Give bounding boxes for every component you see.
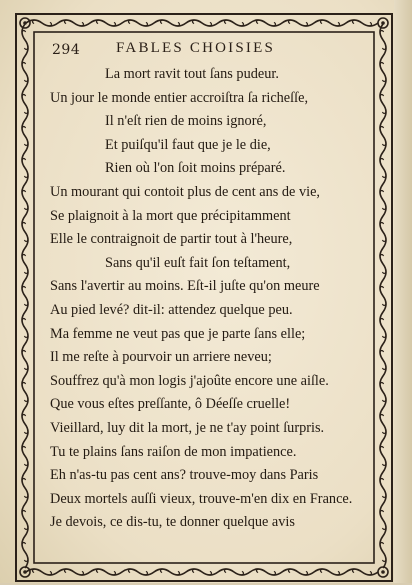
verse-line: Il me reſte à pourvoir un arriere neveu;	[50, 349, 272, 366]
page-number: 294	[52, 42, 81, 58]
verse-line: Elle le contraignoit de partir tout à l'heure,	[50, 231, 293, 248]
verse-line: Eh n'as-tu pas cent ans? trouve-moy dans Paris	[50, 467, 319, 484]
verse-line: Souffrez qu'à mon logis j'ajoûte encore une aiſle.	[50, 372, 329, 389]
verse-line: Au pied levé? dit-il: attendez quelque peu.	[50, 301, 293, 318]
verse-line: Tu te plains ſans raiſon de mon impatience.	[50, 443, 297, 460]
verse-line: Sans l'avertir au moins. Eſt-il juſte qu'on meure	[50, 278, 320, 295]
verse-line: Que vous eſtes preſſante, ô Déeſſe cruelle!	[50, 396, 291, 413]
running-head: FABLES CHOISIES	[116, 40, 275, 56]
verse-line: Un mourant qui contoit plus de cent ans de vie,	[50, 183, 320, 200]
verse-line: Et puiſqu'il faut que je le die,	[105, 136, 271, 153]
verse-line: Rien où l'on ſoit moins préparé.	[105, 160, 286, 177]
verse-line: Un jour le monde entier accroiſtra ſa richeſſe,	[50, 89, 309, 106]
verse-line: Se plaignoit à la mort que précipitamment	[50, 207, 291, 224]
verse-line: Ma femme ne veut pas que je parte ſans elle;	[50, 325, 306, 342]
verse-line: Sans qu'il euſt fait ſon teſtament,	[105, 254, 291, 271]
verse-line: La mort ravit tout ſans pudeur.	[105, 66, 279, 82]
verse-line: Je devois, ce dis-tu, te donner quelque avis	[50, 514, 295, 531]
verse-line: Il n'eſt rien de moins ignoré,	[105, 113, 267, 130]
verse-text	[50, 63, 385, 535]
verse-line: Deux mortels auſſi vieux, trouve-m'en dix en France.	[50, 490, 353, 507]
page-header	[44, 40, 344, 60]
verse-line: Vieillard, luy dit la mort, je ne t'ay point ſurpris.	[50, 419, 325, 436]
facing-page-edge	[394, 0, 412, 583]
